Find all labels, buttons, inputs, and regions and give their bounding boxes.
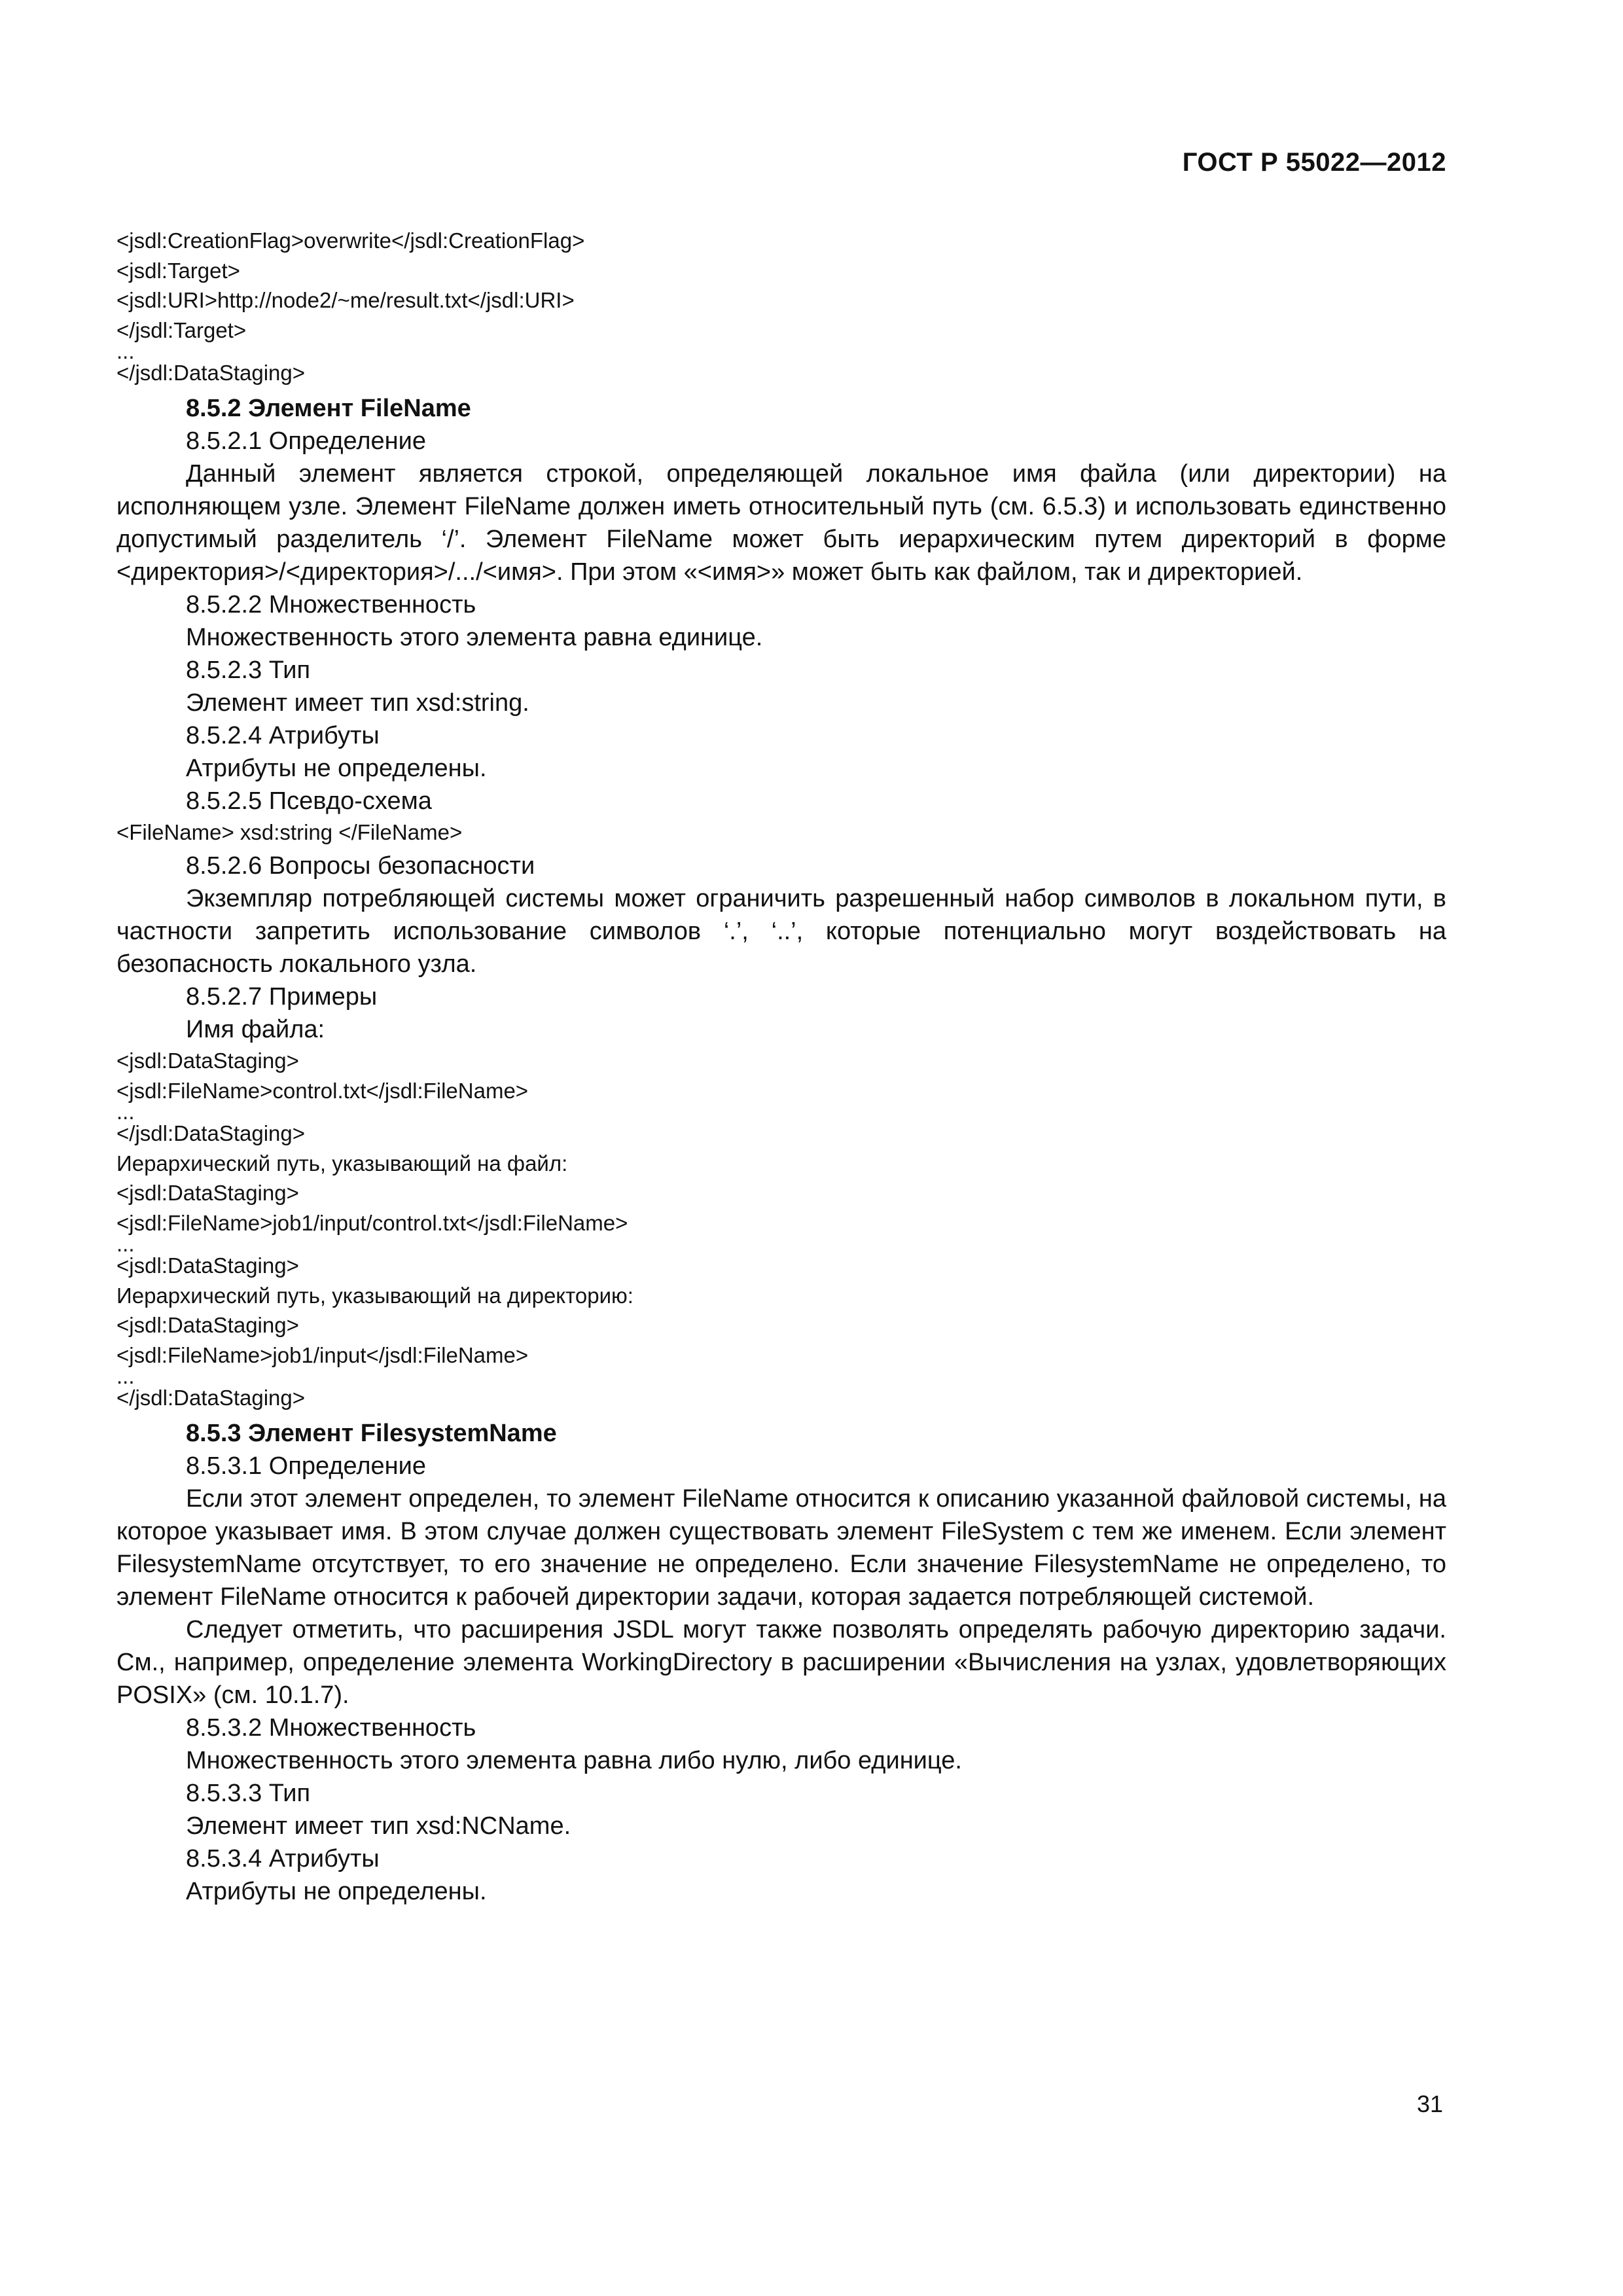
paragraph: Если этот элемент определен, то элемент FileName относится к описанию указанной файловой системы, на которое указывает имя. В этом случае должен существовать элемент FileSystem с тем же именем. Если элемент FilesystemName отсутствует, то его значение не определено. Если значение FilesystemName не определено, то элемент FileName относится к рабочей директории задачи, которая задается потребляющей системой. [116,1484,1446,1611]
subsection-title: 8.5.2.6 Вопросы безопасности [186,852,535,880]
subsection-title: 8.5.2.4 Атрибуты [186,721,380,749]
code-ellipsis: ... [116,339,135,363]
subsection-title: 8.5.3.1 Определение [186,1452,427,1480]
paragraph: Множественность этого элемента равна единице. [186,623,763,651]
section-heading: 8.5.3 Элемент FilesystemName [186,1419,557,1447]
code-line: <jsdl:DataStaging> [116,1049,299,1073]
code-line: <jsdl:URI>http://node2/~me/result.txt</jsdl:URI> [116,288,575,312]
code-line: <FileName> xsd:string </FileName> [116,819,463,844]
paragraph: Атрибуты не определены. [186,1877,487,1905]
code-line: <jsdl:FileName>control.txt</jsdl:FileName> [116,1078,529,1103]
subsection-title: 8.5.3.2 Множественность [186,1713,476,1742]
paragraph: Следует отметить, что расширения JSDL могут также позволять определять рабочую директорию задачи. См., например, определение элемента WorkingDirectory в расширении «Вычисления на узлах, удовлетворяющих POSIX» (см. 10.1.7). [116,1615,1446,1709]
paragraph: Имя файла: [186,1016,325,1043]
code-line: <jsdl:FileName>job1/input/control.txt</jsdl:FileName> [116,1210,628,1235]
paragraph: Данный элемент является строкой, определяющей локальное имя файла (или директории) на исполняющем узле. Элемент FileName должен иметь относительный путь (см. 6.5.3) и использовать единственно допустимый разделитель ‘/’. Элемент FileName может быть иерархическим путем директорий в форме <директория>/<директория>/.../<имя>. При этом «<имя>» может быть как файлом, так и директорией. [116,459,1446,586]
page-number: 31 [1416,2090,1443,2117]
subsection-title: 8.5.2.2 Множественность [186,590,476,619]
code-line: </jsdl:Target> [116,317,247,342]
subsection-title: 8.5.3.3 Тип [186,1779,311,1807]
subsection-title: 8.5.2.1 Определение [186,427,427,455]
code-line: </jsdl:DataStaging> [116,361,306,385]
example-caption: Иерархический путь, указывающий на директорию: [116,1283,633,1308]
paragraph: Множественность этого элемента равна либо нулю, либо единице. [186,1746,962,1774]
code-line: </jsdl:DataStaging> [116,1386,306,1410]
subsection-title: 8.5.2.3 Тип [186,656,311,684]
example-caption: Иерархический путь, указывающий на файл: [116,1151,568,1175]
subsection-title: 8.5.2.5 Псевдо-схема [186,787,432,815]
standard-header: ГОСТ Р 55022—2012 [1182,148,1446,177]
paragraph: Элемент имеет тип xsd:NCName. [186,1812,571,1840]
paragraph: Атрибуты не определены. [186,754,487,782]
code-line: <jsdl:DataStaging> [116,1253,299,1278]
paragraph: Элемент имеет тип xsd:string. [186,689,529,717]
subsection-title: 8.5.3.4 Атрибуты [186,1844,380,1873]
section-heading: 8.5.2 Элемент FileName [186,394,471,422]
code-line: <jsdl:DataStaging> [116,1313,299,1337]
code-line: <jsdl:FileName>job1/input</jsdl:FileName> [116,1342,529,1367]
code-line: <jsdl:CreationFlag>overwrite</jsdl:CreationFlag> [116,228,585,253]
page-content [116,226,1446,1908]
code-line: <jsdl:Target> [116,258,240,283]
code-line: </jsdl:DataStaging> [116,1121,306,1145]
code-ellipsis: ... [116,1364,135,1388]
code-line: <jsdl:DataStaging> [116,1181,299,1205]
paragraph: Экземпляр потребляющей системы может ограничить разрешенный набор символов в локальном пути, в частности запретить использование символов ‘.’, ‘..’, которые потенциально могут воздействовать на безопасность локального узла. [116,885,1446,978]
subsection-title: 8.5.2.7 Примеры [186,983,378,1011]
code-ellipsis: ... [116,1232,135,1256]
code-ellipsis: ... [116,1100,135,1124]
